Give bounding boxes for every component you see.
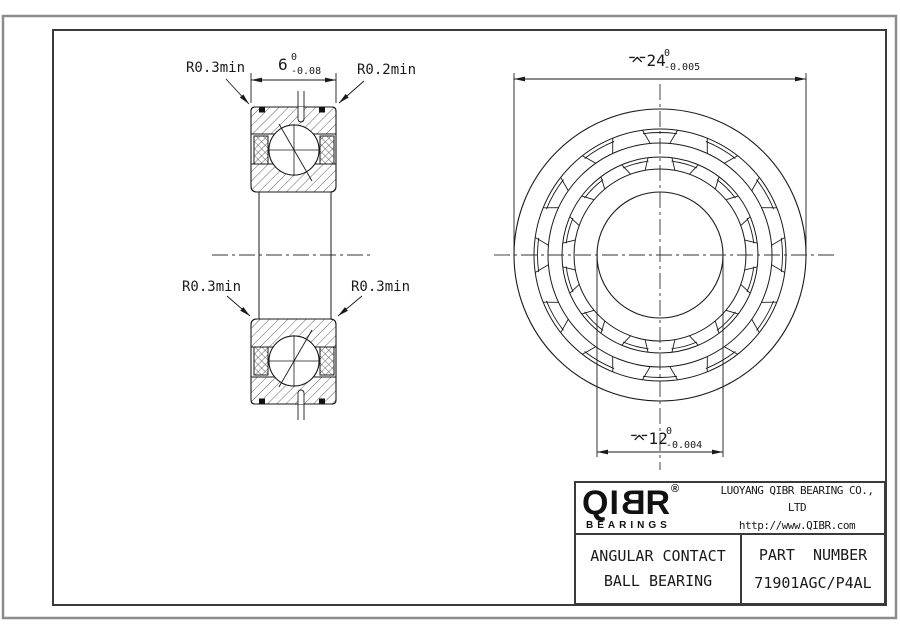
product-name-cell [576,535,742,603]
bore-dim-lower-tol: -0.004 [666,440,703,451]
cage-lower-right [320,347,334,375]
company-name: LUOYANG QIBR BEARING CO., LTD [720,483,874,515]
od-dim-value: ⌤24 [628,51,666,70]
od-dim-lower-tol: -0.005 [664,62,701,73]
width-dim-value: 6 [278,55,288,74]
title-block [574,481,886,605]
part-number-label: PART NUMBER [758,545,868,564]
product-name-line1: ANGULAR CONTACT [590,546,726,565]
label-r03-mid-left: R0.3min [182,279,242,295]
notch-upper [298,107,304,119]
bore-dim-value: ⌤12 [630,429,668,448]
title-block-header [576,483,884,535]
registered-mark: ® [671,482,681,495]
groove-mark [319,399,325,404]
company-info [710,482,884,535]
label-r03-top-left: R0.3min [186,60,246,76]
notch-lower [298,393,304,404]
cage-upper-left [254,136,268,164]
cage-lower-left [254,347,268,375]
qibr-logo-wordmark: Q I B R ® [582,482,681,522]
width-dim-upper-tol: 0 [291,52,298,63]
od-dim-upper-tol: 0 [664,48,671,59]
groove-mark [259,399,265,404]
lower-section [251,319,336,420]
front-view [494,48,836,470]
section-view [182,52,416,420]
qibr-logo [576,482,710,531]
upper-section [251,91,336,192]
groove-mark [259,108,265,113]
qibr-logo-subtitle: BEARINGS [586,519,671,531]
width-dimension [251,52,336,103]
label-r03-mid-right: R0.3min [351,279,411,295]
title-block-body [576,535,884,603]
company-website: http://www.QIBR.com [738,518,856,532]
product-name-line2: BALL BEARING [603,572,713,590]
groove-mark [319,108,325,113]
cage-upper-right [320,136,334,164]
bore-dim-upper-tol: 0 [666,426,673,437]
part-number-cell [742,535,884,603]
width-dim-lower-tol: -0.08 [291,66,322,77]
label-r02-top-right: R0.2min [357,62,417,78]
part-number-value: 71901AGC/P4AL [754,574,872,592]
